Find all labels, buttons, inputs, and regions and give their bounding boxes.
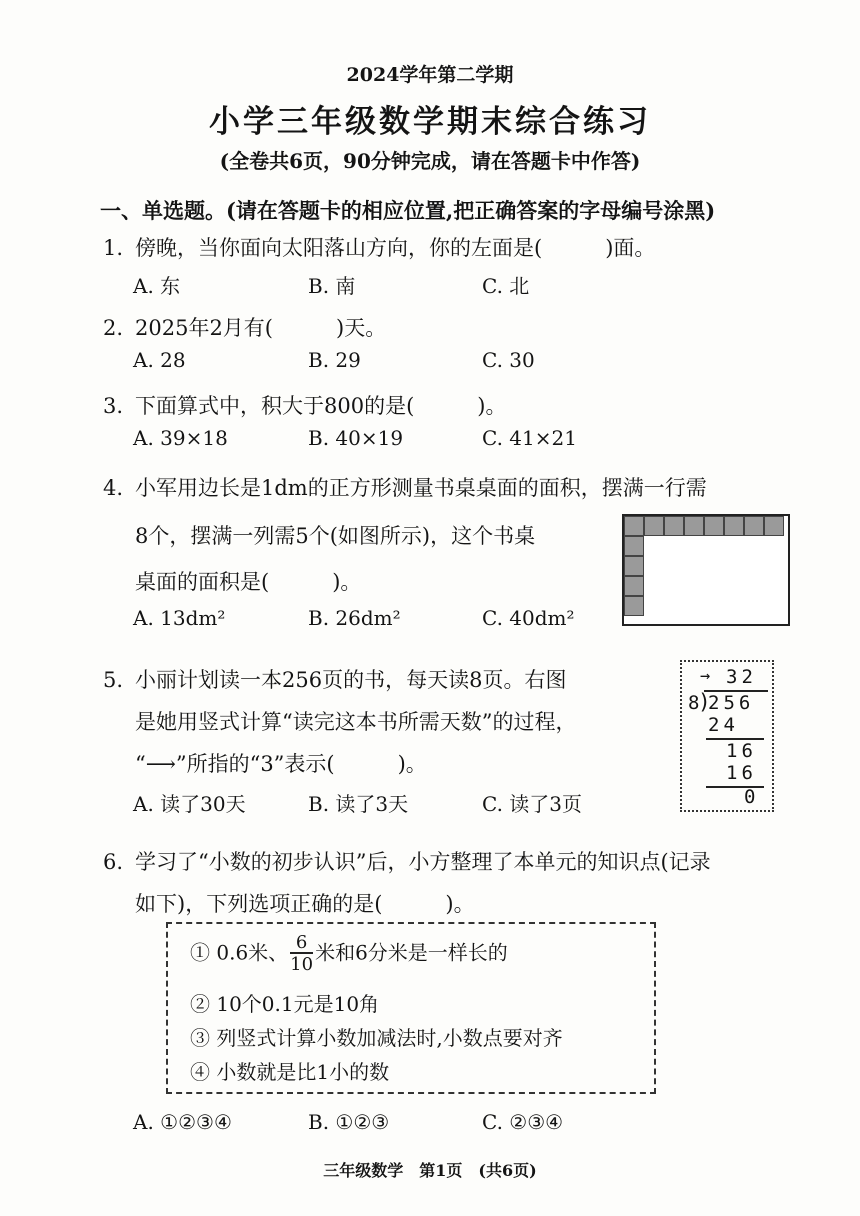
grid-square bbox=[624, 536, 644, 556]
knowledge-item-1-text-end: 米和6分米是一样长的 bbox=[315, 940, 508, 965]
division-dividend: 256 bbox=[708, 692, 755, 714]
question-text: 下面算式中，积大于800的是( )。 bbox=[135, 394, 507, 418]
term-label: 2024学年第二学期 bbox=[346, 64, 514, 86]
question-4-line-3: 桌面的面积是( )。 bbox=[135, 570, 362, 594]
knowledge-item-3: ③ 列竖式计算小数加减法时,小数点要对齐 bbox=[190, 1026, 563, 1050]
desk-square-grid-figure bbox=[622, 514, 790, 626]
grid-square bbox=[624, 516, 644, 536]
grid-square bbox=[684, 516, 704, 536]
question-text: 2025年2月有( )天。 bbox=[135, 316, 387, 340]
grid-square bbox=[624, 556, 644, 576]
exam-note: (全卷共6页，90分钟完成，请在答题卡中作答) bbox=[219, 149, 641, 173]
question-number: 1. bbox=[103, 236, 124, 260]
division-step-3: 16 bbox=[726, 762, 757, 784]
division-bracket-icon: ) bbox=[698, 690, 711, 714]
division-step-1: 24 bbox=[708, 714, 739, 736]
exam-title: 小学三年级数学期末综合练习 bbox=[209, 104, 651, 140]
question-number: 6. bbox=[103, 850, 124, 874]
grid-square bbox=[664, 516, 684, 536]
question-6-line-2: 如下)，下列选项正确的是( )。 bbox=[135, 892, 475, 916]
option-c[interactable]: C. 读了3页 bbox=[482, 792, 583, 816]
section-heading: 一、单选题。(请在答题卡的相应位置,把正确答案的字母编号涂黑) bbox=[100, 198, 716, 223]
option-c[interactable]: C. 40dm² bbox=[482, 606, 575, 630]
grid-square bbox=[624, 596, 644, 616]
option-b[interactable]: B. 29 bbox=[308, 348, 361, 372]
option-a[interactable]: A. 39×18 bbox=[133, 426, 228, 450]
question-text: 小军用边长是1dm的正方形测量书桌桌面的面积，摆满一行需 bbox=[135, 476, 707, 500]
question-6 bbox=[103, 846, 711, 876]
grid-square bbox=[704, 516, 724, 536]
question-number: 3. bbox=[103, 394, 124, 418]
knowledge-points-box bbox=[166, 922, 656, 1094]
option-c[interactable]: C. 30 bbox=[482, 348, 535, 372]
question-text: 学习了“小数的初步认识”后，小方整理了本单元的知识点(记录 bbox=[135, 850, 711, 874]
option-c[interactable]: C. ②③④ bbox=[482, 1110, 564, 1134]
page-footer: 三年级数学 第1页 (共6页) bbox=[323, 1161, 537, 1180]
question-text: 小丽计划读一本256页的书，每天读8页。右图 bbox=[135, 668, 567, 692]
option-b[interactable]: B. 26dm² bbox=[308, 606, 401, 630]
option-a[interactable]: A. 东 bbox=[133, 274, 181, 298]
q1-options bbox=[0, 270, 860, 300]
option-b[interactable]: B. 南 bbox=[308, 274, 356, 298]
grid-square bbox=[644, 516, 664, 536]
option-c[interactable]: C. 41×21 bbox=[482, 426, 577, 450]
option-b[interactable]: B. 40×19 bbox=[308, 426, 404, 450]
grid-square bbox=[724, 516, 744, 536]
division-step-2: 16 bbox=[726, 740, 757, 762]
option-b[interactable]: B. ①②③ bbox=[308, 1110, 390, 1134]
question-5-line-3: “⟶”所指的“3”表示( )。 bbox=[135, 752, 427, 776]
q6-options bbox=[0, 1110, 860, 1140]
option-a[interactable]: A. ①②③④ bbox=[133, 1110, 232, 1134]
fraction-denominator: 10 bbox=[290, 954, 314, 975]
knowledge-item-1-text: ① 0.6米、 bbox=[190, 940, 289, 965]
question-number: 4. bbox=[103, 476, 124, 500]
arrow-icon: → bbox=[700, 666, 711, 686]
question-4-line-2: 8个，摆满一列需5个(如图所示)，这个书桌 bbox=[135, 524, 536, 548]
q3-options bbox=[0, 426, 860, 456]
fraction-numerator: 6 bbox=[295, 932, 308, 953]
fraction bbox=[290, 934, 313, 974]
grid-square bbox=[624, 576, 644, 596]
knowledge-item-4: ④ 小数就是比1小的数 bbox=[190, 1060, 390, 1084]
question-number: 5. bbox=[103, 668, 124, 692]
option-a[interactable]: A. 28 bbox=[133, 348, 186, 372]
question-1 bbox=[103, 232, 655, 262]
knowledge-item-1 bbox=[190, 934, 508, 974]
option-c[interactable]: C. 北 bbox=[482, 274, 530, 298]
grid-square bbox=[764, 516, 784, 536]
q2-options bbox=[0, 348, 860, 378]
division-remainder: 0 bbox=[744, 786, 756, 808]
option-a[interactable]: A. 13dm² bbox=[133, 606, 226, 630]
question-3 bbox=[103, 390, 506, 420]
question-number: 2. bbox=[103, 316, 124, 340]
question-2 bbox=[103, 312, 386, 342]
grid-square bbox=[744, 516, 764, 536]
division-quotient: 32 bbox=[726, 666, 757, 688]
long-division-figure bbox=[680, 660, 774, 812]
question-text: 傍晚，当你面向太阳落山方向，你的左面是( )面。 bbox=[135, 236, 656, 260]
question-4 bbox=[103, 472, 707, 502]
division-divisor: 8 bbox=[688, 692, 700, 714]
question-5-line-2: 是她用竖式计算“读完这本书所需天数”的过程， bbox=[135, 710, 577, 734]
question-5 bbox=[103, 664, 566, 694]
option-b[interactable]: B. 读了3天 bbox=[308, 792, 409, 816]
option-a[interactable]: A. 读了30天 bbox=[133, 792, 246, 816]
knowledge-item-2: ② 10个0.1元是10角 bbox=[190, 992, 380, 1016]
